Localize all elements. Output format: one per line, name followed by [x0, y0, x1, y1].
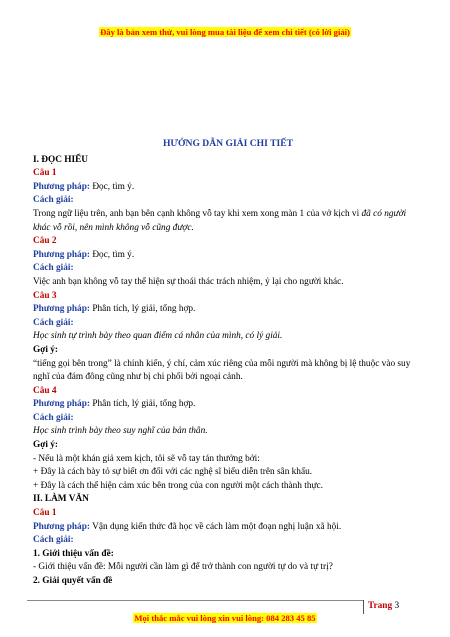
q2-label: Câu 2 [33, 236, 57, 247]
q1-solution-label: Cách giải: [33, 195, 74, 206]
page-title: HƯỚNG DẪN GIẢI CHI TIẾT [162, 138, 294, 149]
q2-solution-label: Cách giải: [33, 263, 74, 274]
q4-label: Câu 4 [33, 385, 57, 396]
q4-hint-label: Gợi ý: [33, 440, 59, 451]
footer-divider [27, 600, 363, 601]
header-banner: Đây là bản xem thử, vui lòng mua tài liệu để xem chi tiết (có lời giải) [100, 27, 350, 37]
w1-label: Câu 1 [33, 508, 57, 519]
section-writing: II. LÀM VĂN [33, 494, 89, 505]
q1-answer: Trong ngữ liệu trên, anh bạn bên cạnh không vỗ tay khi xem xong màn 1 của vở kịch vì đã có người khác vỗ rồi, nên mình không vỗ cũng được. [33, 208, 407, 233]
q4-hint-item: + Đây là cách thể hiện cảm xúc bên trong của con người một cách thành thực. [33, 480, 324, 491]
q3-hint: “tiếng gọi bên trong” là chính kiến, ý chí, cảm xúc riêng của mỗi người mà không bị lệ thuộc vào suy nghĩ của đám đông cũng như bị chi phối bởi ngoại cảnh. [33, 358, 411, 383]
q4-solution-label: Cách giải: [33, 412, 74, 423]
q3-label: Câu 3 [33, 290, 57, 301]
q2-method: Phương pháp: Đọc, tìm ý. [33, 249, 135, 260]
q2-answer: Việc anh bạn không vỗ tay thể hiện sự thoái thác trách nhiệm, ỷ lại cho người khác. [33, 276, 344, 287]
q3-solution-label: Cách giải: [33, 317, 74, 328]
footer-banner: Mọi thắc mắc vui lòng xin vui lòng: 084 283 45 85 [134, 613, 316, 623]
section-reading: I. ĐỌC HIỂU [33, 154, 89, 165]
w1-point1-heading: 1. Giới thiệu vấn đề: [33, 548, 114, 559]
q3-hint-label: Gợi ý: [33, 344, 59, 355]
w1-point1-text: - Giới thiệu vấn đề: Mỗi người cần làm gì để trở thành con người tự do và tự trị? [33, 562, 333, 573]
w1-point2-heading: 2. Giải quyết vấn đề [33, 576, 113, 586]
q4-hint-item: - Nếu là một khán giả xem kịch, tôi sẽ vỗ tay tán thưởng bởi: [33, 453, 260, 464]
w1-solution-label: Cách giải: [33, 535, 74, 546]
q1-label: Câu 1 [33, 168, 57, 179]
q3-answer: Học sinh tự trình bày theo quan điểm cá nhân của mình, có lý giải. [33, 331, 283, 342]
q4-method: Phương pháp: Phân tích, lý giải, tổng hợp. [33, 399, 196, 410]
w1-method: Phương pháp: Vận dụng kiến thức đã học về cách làm một đoạn nghị luận xã hội. [33, 521, 342, 532]
document-body [33, 137, 423, 589]
q3-method: Phương pháp: Phân tích, lý giải, tổng hợp. [33, 304, 196, 315]
q4-answer: Học sinh trình bày theo suy nghĩ của bản thân. [33, 426, 208, 437]
q4-hint-item: + Đây là cách bày tỏ sự biết ơn đối với các nghệ sĩ biểu diễn trên sân khấu. [33, 467, 313, 478]
footer-separator [363, 600, 364, 614]
page-number: Trang 3 [368, 601, 400, 611]
q1-method: Phương pháp: Đọc, tìm ý. [33, 181, 135, 192]
